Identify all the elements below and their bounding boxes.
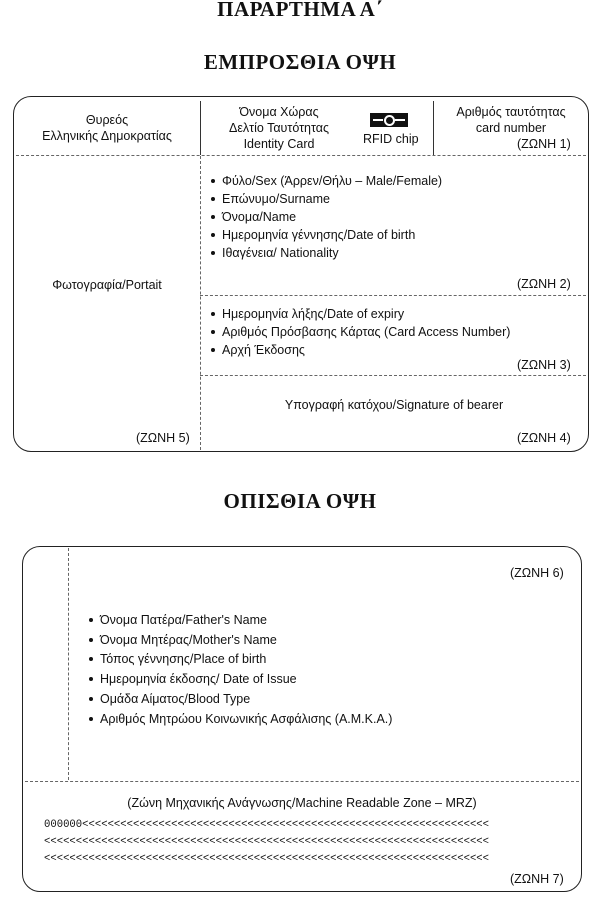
country-block	[205, 104, 353, 152]
list-item: Επώνυμο/Surname	[209, 190, 442, 208]
card-number-label-greek: Αριθμός ταυτότητας	[456, 105, 566, 119]
country-name: Όνομα Χώρας	[239, 105, 319, 119]
front-zone3-divider	[200, 375, 586, 376]
list-item: Ιθαγένεια/ Nationality	[209, 244, 442, 262]
emblem-line1: Θυρεός	[85, 113, 129, 127]
front-zone2-divider	[200, 295, 586, 296]
front-zone1-left-divider	[200, 101, 201, 155]
mrz-line-1: 000000<<<<<<<<<<<<<<<<<<<<<<<<<<<<<<<<<<<<<<<<<<<<<<<<<<<<<<<<<<<<<<<<	[44, 819, 490, 831]
zone3-label: (ΖΩΝΗ 3)	[517, 358, 571, 372]
zone6-field-list	[87, 611, 392, 729]
zone7-label: (ΖΩΝΗ 7)	[510, 872, 564, 886]
document-title-greek: Δελτίο Ταυτότητας	[228, 121, 330, 135]
photo-label: Φωτογραφία/Portait	[52, 278, 162, 292]
front-zone1-right-divider	[433, 101, 434, 155]
rfid-label: RFID chip	[363, 132, 419, 146]
back-view-heading: ΟΠΙΣΘΙΑ ΟΨΗ	[223, 489, 377, 513]
emblem-block	[17, 112, 197, 144]
list-item: Ομάδα Αίματος/Blood Type	[87, 690, 392, 710]
list-item: Αρχή Έκδοσης	[209, 341, 510, 359]
rfid-block	[363, 113, 426, 149]
rfid-chip-icon	[370, 113, 408, 127]
list-item: Τόπος γέννησης/Place of birth	[87, 650, 392, 670]
mrz-title: (Ζώνη Μηχανικής Ανάγνωσης/Machine Readable Zone – MRZ)	[127, 796, 477, 810]
back-mrz-divider	[25, 781, 579, 782]
annex-title: ΠΑΡΑΡΤΗΜΑ Α΄	[217, 0, 383, 21]
list-item: Ημερομηνία έκδοσης/ Date of Issue	[87, 670, 392, 690]
card-number-label-english: card number	[475, 121, 547, 135]
list-item: Όνομα Πατέρα/Father's Name	[87, 611, 392, 631]
zone2-field-list	[209, 172, 442, 262]
card-number-block	[436, 104, 586, 136]
zone3-field-list	[209, 305, 510, 359]
zone2-label: (ΖΩΝΗ 2)	[517, 277, 571, 291]
front-view-heading: ΕΜΠΡΟΣΘΙΑ ΟΨΗ	[203, 50, 397, 74]
emblem-line2: Ελληνικής Δημοκρατίας	[42, 129, 172, 143]
mrz-line-3: <<<<<<<<<<<<<<<<<<<<<<<<<<<<<<<<<<<<<<<<<<<<<<<<<<<<<<<<<<<<<<<<<<<<<<	[44, 853, 490, 865]
zone6-label: (ΖΩΝΗ 6)	[510, 566, 564, 580]
list-item: Ημερομηνία λήξης/Date of expiry	[209, 305, 510, 323]
front-zone1-divider	[16, 155, 586, 156]
list-item: Αριθμός Μητρώου Κοινωνικής Ασφάλισης (Α.Μ.Κ.Α.)	[87, 710, 392, 730]
zone1-label: (ΖΩΝΗ 1)	[517, 137, 571, 151]
mrz-line-2: <<<<<<<<<<<<<<<<<<<<<<<<<<<<<<<<<<<<<<<<<<<<<<<<<<<<<<<<<<<<<<<<<<<<<<	[44, 836, 490, 848]
zone4-label: (ΖΩΝΗ 4)	[517, 431, 571, 445]
front-photo-divider	[200, 156, 201, 450]
list-item: Όνομα/Name	[209, 208, 442, 226]
document-title-english: Identity Card	[243, 137, 315, 151]
zone5-label: (ΖΩΝΗ 5)	[136, 431, 190, 445]
back-vertical-divider	[68, 548, 69, 780]
list-item: Ημερομηνία γέννησης/Date of birth	[209, 226, 442, 244]
signature-label: Υπογραφή κατόχου/Signature of bearer	[284, 398, 504, 412]
list-item: Όνομα Μητέρας/Mother's Name	[87, 631, 392, 651]
list-item: Φύλο/Sex (Άρρεν/Θήλυ – Male/Female)	[209, 172, 442, 190]
list-item: Αριθμός Πρόσβασης Κάρτας (Card Access Number)	[209, 323, 510, 341]
